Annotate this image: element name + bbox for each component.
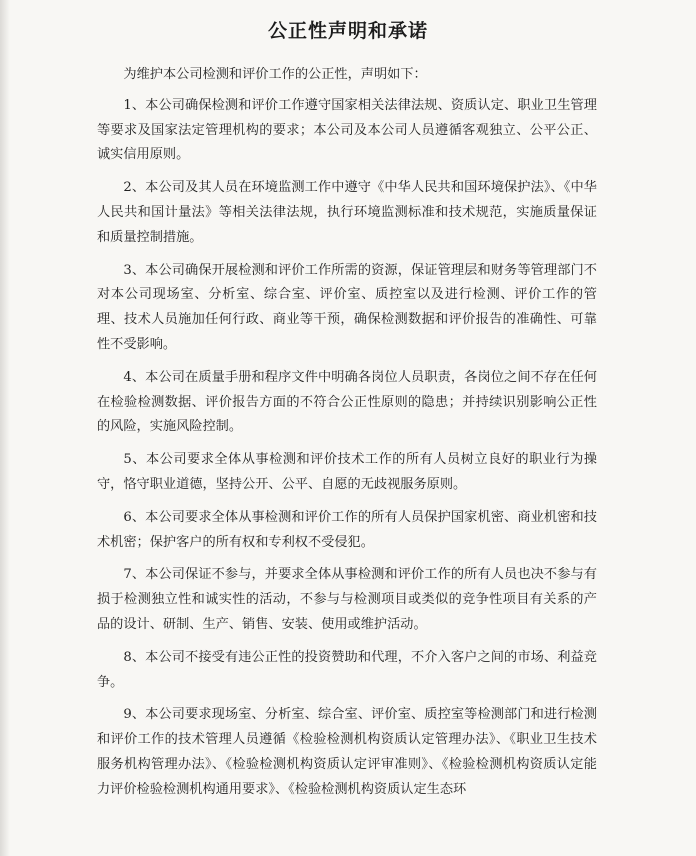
paragraph-5: 5、本公司要求全体从事检测和评价技术工作的所有人员树立良好的职业行为操守，恪守职业道德，坚持公开、公平、自愿的无歧视服务原则。: [97, 452, 597, 492]
paragraph-9: 9、本公司要求现场室、分析室、综合室、评价室、质控室等检测部门和进行检测和评价工作的技术管理人员遵循《检验检测机构资质认定管理办法》、《职业卫生技术服务机构管理办法》、《检验检测机构资质认定评审准则》、《检验检测机构资质认定能力评价检验检测机构通用要求》、《检验检测机构资质认定生态环: [97, 707, 597, 797]
paragraph-1: 1、本公司确保检测和评价工作遵守国家相关法律法规、资质认定、职业卫生管理等要求及国家法定管理机构的要求；本公司及本公司人员遵循客观独立、公平公正、诚实信用原则。: [97, 97, 597, 163]
paragraph-7: 7、本公司保证不参与，并要求全体从事检测和评价工作的所有人员也决不参与有损于检测独立性和诚实性的活动，不参与与检测项目或类似的竞争性项目有关系的产品的设计、研制、生产、销售、安装、使用或维护活动。: [97, 567, 597, 632]
intro-paragraph: 为维护本公司检测和评价工作的公正性，声明如下：: [123, 67, 427, 82]
paragraph-2: 2、本公司及其人员在环境监测工作中遵守《中华人民共和国环境保护法》、《中华人民共和国计量法》等相关法律法规，执行环境监测标准和技术规范，实施质量保证和质量控制措施。: [97, 180, 597, 245]
paragraph-4: 4、本公司在质量手册和程序文件中明确各岗位人员职责，各岗位之间不存在任何在检验检测数据、评价报告方面的不符合公正性原则的隐患；并持续识别影响公正性的风险，实施风险控制。: [97, 369, 597, 435]
paragraph-6: 6、本公司要求全体从事检测和评价工作的所有人员保护国家机密、商业机密和技术机密；保护客户的所有权和专利权不受侵犯。: [97, 509, 597, 550]
scan-edge-shadow: [0, 0, 10, 856]
paragraph-3: 3、本公司确保开展检测和评价工作所需的资源，保证管理层和财务等管理部门不对本公司现场室、分析室、综合室、评价室、质控室以及进行检测、评价工作的管理、技术人员施加任何行政、商业等干预，确保检测数据和评价报告的准确性、可靠性不受影响。: [97, 262, 597, 352]
paragraph-8: 8、本公司不接受有违公正性的投资赞助和代理，不介入客户之间的市场、利益竞争。: [97, 649, 597, 690]
document-title: 公正性声明和承诺: [267, 20, 428, 42]
document-body: [97, 63, 597, 811]
